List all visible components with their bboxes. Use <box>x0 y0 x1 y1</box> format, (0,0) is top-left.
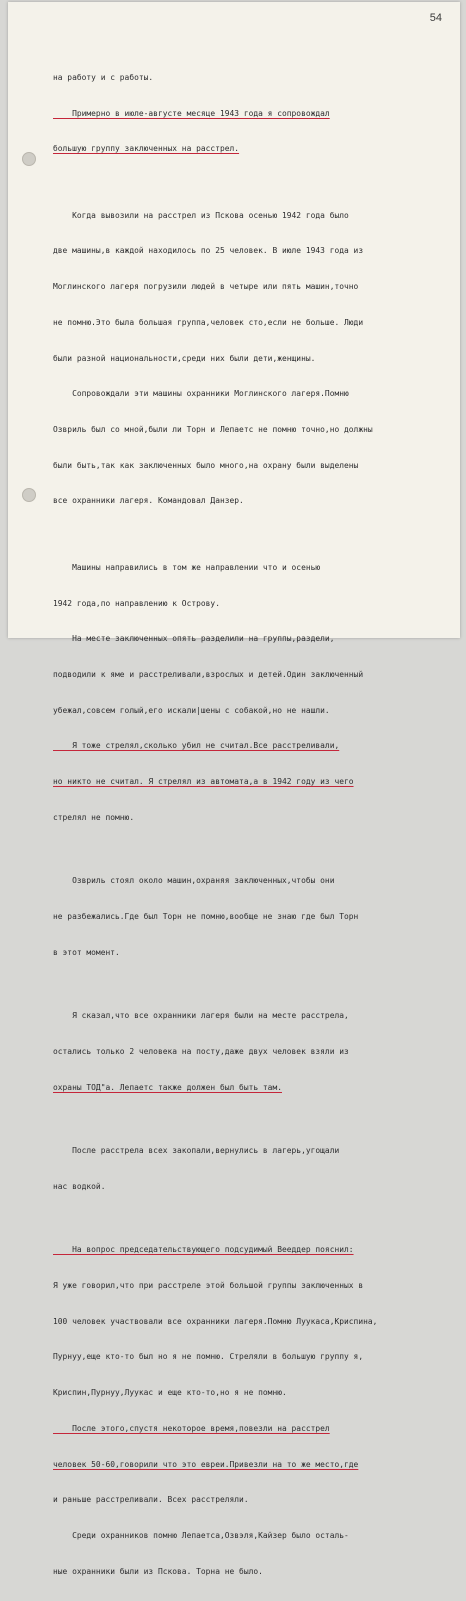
page-number: 54 <box>429 12 442 24</box>
text-line: На вопрос председательствующего подсудимый Вееддер пояснил: <box>53 1245 354 1255</box>
text-line: подводили к яме и расстреливали,взрослых и детей.Один заключенный <box>53 669 364 679</box>
text-line: Я уже говорил,что при расстреле этой большой группы заключенных в <box>53 1281 364 1291</box>
text-line: убежал,совсем голый,его искали|шены с собакой,но не нашли. <box>53 705 330 715</box>
text-line: Сопровождали эти машины охранники Моглинского лагеря.Помню <box>53 389 349 399</box>
punch-hole <box>22 488 36 502</box>
text-line: Машины направились в том же направлении что и осенью <box>53 562 321 572</box>
text-line: Я тоже стрелял,сколько убил не считал.Все расстреливали, <box>53 741 340 751</box>
document-page <box>8 2 460 1576</box>
text-line: остались только 2 человека на посту,даже двух человек взяли из <box>53 1046 349 1056</box>
text-line: Озвриль стоял около машин,охраняя заключенных,чтобы они <box>53 876 335 886</box>
text-line: Криспин,Пурнуу,Луукас и еще кто-то,но я не помню. <box>53 1388 287 1398</box>
text-line: Пурнуу,еще кто-то был но я не помню. Стреляли в большую группу я, <box>53 1352 364 1362</box>
punch-hole <box>22 152 36 166</box>
text-line: не разбежались.Где был Торн не помню,вообще не знаю где был Торн <box>53 912 359 922</box>
text-line: 1942 года,по направлению к Острову. <box>53 598 220 608</box>
text-line: На месте заключенных опять разделили на группы,раздели, <box>53 634 335 644</box>
text-line: Моглинского лагеря погрузили людей в четыре или пять машин,точно <box>53 282 359 292</box>
text-line: Среди охранников помню Лепаетса,Озвэля,Кайзер было осталь- <box>53 1531 349 1540</box>
document-body <box>53 48 453 1601</box>
text-line: Примерно в июле-августе месяце 1943 года я сопровождал <box>53 108 330 118</box>
text-line: человек 50-60,говорили что это евреи.Привезли на то же место,где <box>53 1459 359 1469</box>
text-line: ные охранники были из Пскова. Торна не было. <box>53 1566 263 1576</box>
text-line: Я сказал,что все охранники лагеря были на месте расстрела, <box>53 1011 349 1021</box>
text-line: были разной национальности,среди них были дети,женщины. <box>53 353 316 363</box>
text-line: не помню.Это была большая группа,человек сто,если не больше. Люди <box>53 317 364 327</box>
text-line: но никто не считал. Я стрелял из автомата,а в 1942 году из чего <box>53 777 354 787</box>
text-line: После расстрела всех закопали,вернулись в лагерь,угощали <box>53 1146 340 1156</box>
text-line: нас водкой. <box>53 1181 106 1191</box>
text-line: и раньше расстреливали. Всех расстреляли. <box>53 1495 249 1505</box>
text-line: 100 человек участвовали все охранники лагеря.Помню Луукаса,Криспина, <box>53 1316 378 1326</box>
text-line: две машины,в каждой находилось по 25 человек. В июле 1943 года из <box>53 246 364 256</box>
text-line: в этот момент. <box>53 947 120 957</box>
text-line: стрелял не помню. <box>53 812 135 822</box>
text-line: большую группу заключенных на расстрел. <box>53 144 240 154</box>
text-line: охраны ТОД"а. Лепаетс также должен был быть там. <box>53 1082 282 1092</box>
text-line: После этого,спустя некоторое время,повезли на расстрел <box>53 1423 330 1433</box>
text-line: были быть,так как заключенных было много,на охрану были выделены <box>53 460 359 470</box>
text-line: на работу и с работы. <box>53 72 154 82</box>
text-line: Когда вывозили на расстрел из Пскова осенью 1942 года было <box>53 210 349 220</box>
text-line: Озвриль был со мной,были ли Торн и Лепаетс не помню точно,но должны <box>53 424 373 434</box>
text-line: все охранники лагеря. Командовал Данзер. <box>53 496 244 506</box>
